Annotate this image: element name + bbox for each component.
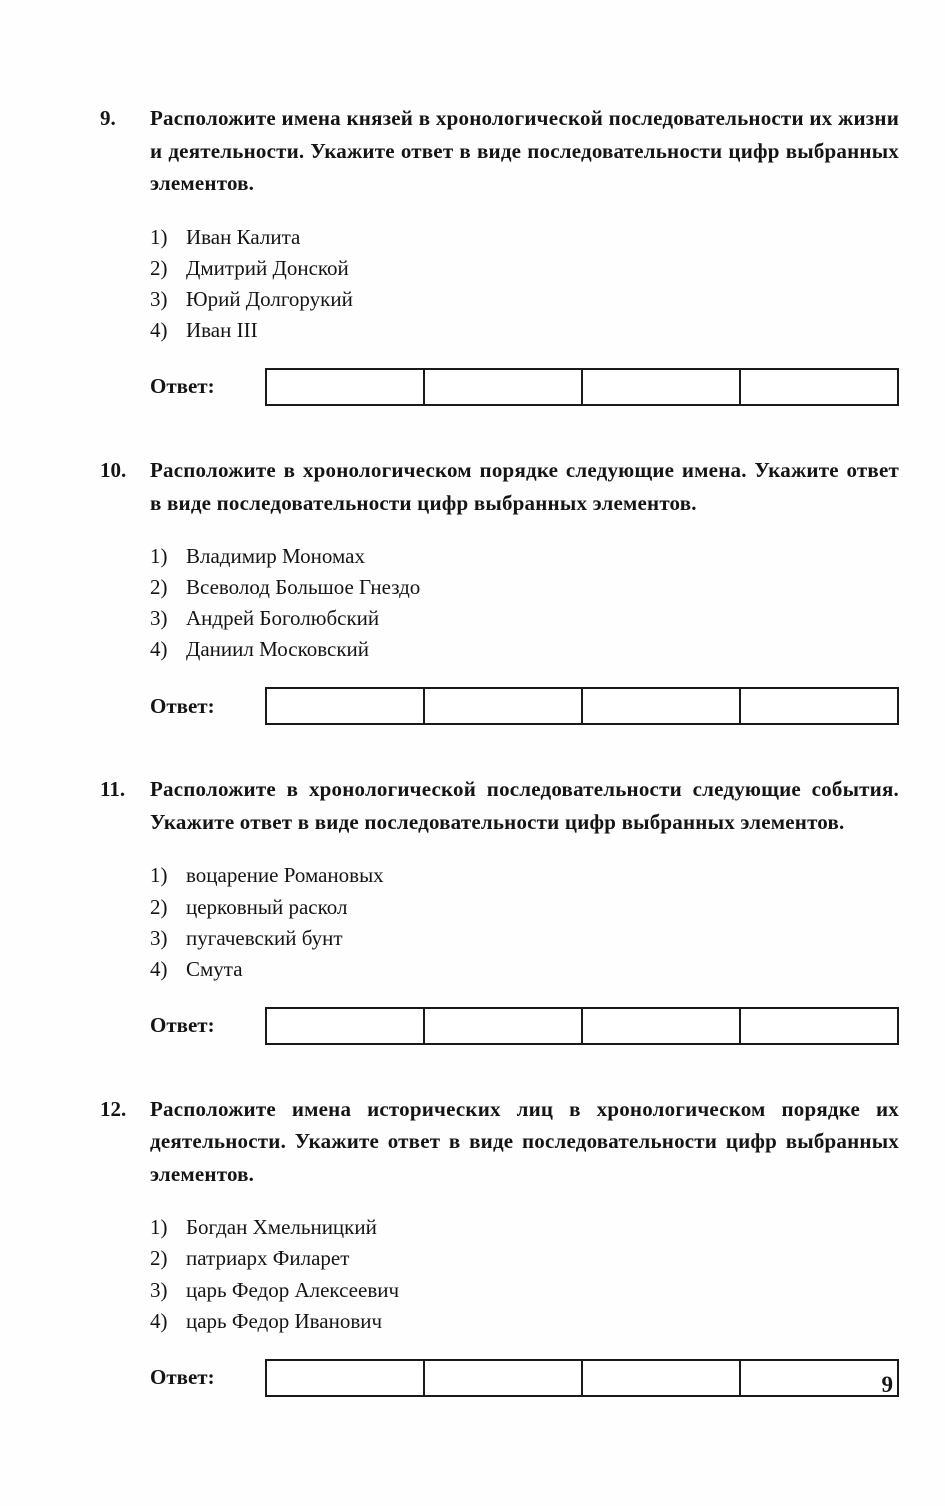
option-item <box>150 1306 899 1337</box>
options-list <box>150 1212 899 1336</box>
answer-cell[interactable] <box>581 689 739 723</box>
answer-cell[interactable] <box>581 370 739 404</box>
answer-cell[interactable] <box>423 370 581 404</box>
question-prompt: Расположите в хронологическом порядке следующие имена. Укажите ответ в виде последовательности цифр выбранных элементов. <box>150 457 899 515</box>
option-text: Андрей Боголюбский <box>186 606 380 631</box>
option-item <box>150 1275 899 1306</box>
options-list <box>150 541 899 665</box>
option-number: 1) <box>150 1215 168 1240</box>
option-item <box>150 222 899 253</box>
option-number: 1) <box>150 544 168 569</box>
question-prompt: Расположите имена исторических лиц в хронологическом порядке их деятельности. Укажите ответ в виде последовательности цифр выбранных элементов. <box>150 1096 899 1186</box>
answer-row <box>150 1007 899 1045</box>
option-text: патриарх Филарет <box>186 1246 350 1271</box>
question-block-12 <box>100 1093 899 1397</box>
question-prompt: Расположите имена князей в хронологической последовательности их жизни и деятельности. Укажите ответ в виде последовательности цифр выбранных элементов. <box>150 106 899 196</box>
question-number: 12. <box>100 1096 127 1121</box>
answer-cell[interactable] <box>267 370 423 404</box>
option-number: 2) <box>150 1246 168 1271</box>
option-text: Владимир Мономах <box>186 544 365 569</box>
answer-cell[interactable] <box>581 1009 739 1043</box>
answer-table <box>265 368 899 406</box>
answer-row <box>150 1359 899 1397</box>
option-item <box>150 541 899 572</box>
question-block-11 <box>100 773 899 1044</box>
answer-cell[interactable] <box>423 1009 581 1043</box>
options-list <box>150 222 899 346</box>
option-number: 2) <box>150 894 168 919</box>
page-number: 9 <box>881 1372 893 1397</box>
option-text: Всеволод Большое Гнездо <box>186 575 421 600</box>
answer-table <box>265 1007 899 1045</box>
option-number: 2) <box>150 575 168 600</box>
option-text: Смута <box>186 956 243 981</box>
option-item <box>150 634 899 665</box>
answer-row <box>150 687 899 725</box>
question-head <box>100 102 899 200</box>
option-item <box>150 253 899 284</box>
question-head <box>100 454 899 519</box>
options-list <box>150 860 899 984</box>
option-text: воцарение Романовых <box>186 863 384 888</box>
option-number: 3) <box>150 286 168 311</box>
option-item <box>150 954 899 985</box>
option-number: 4) <box>150 317 168 342</box>
option-text: Дмитрий Донской <box>186 255 349 280</box>
question-head <box>100 1093 899 1191</box>
option-number: 4) <box>150 637 168 662</box>
question-block-10 <box>100 454 899 725</box>
option-text: Иван III <box>186 317 258 342</box>
question-number: 11. <box>100 777 126 802</box>
answer-cell[interactable] <box>267 689 423 723</box>
answer-cell[interactable] <box>739 1009 897 1043</box>
question-number: 10. <box>100 457 127 482</box>
option-number: 3) <box>150 1277 168 1302</box>
answer-label: Ответ: <box>150 1365 215 1390</box>
answer-label: Ответ: <box>150 693 215 718</box>
option-item <box>150 860 899 891</box>
option-text: царь Федор Иванович <box>186 1308 383 1333</box>
option-item <box>150 1212 899 1243</box>
option-item <box>150 315 899 346</box>
option-number: 3) <box>150 606 168 631</box>
answer-cell[interactable] <box>739 689 897 723</box>
option-number: 1) <box>150 224 168 249</box>
option-item <box>150 572 899 603</box>
option-text: Иван Калита <box>186 224 301 249</box>
option-number: 1) <box>150 863 168 888</box>
answer-cell[interactable] <box>423 1361 581 1395</box>
option-number: 2) <box>150 255 168 280</box>
answer-label: Ответ: <box>150 1013 215 1038</box>
option-text: Юрий Долгорукий <box>186 286 353 311</box>
option-number: 4) <box>150 1308 168 1333</box>
answer-cell[interactable] <box>267 1009 423 1043</box>
option-text: пугачевский бунт <box>186 925 343 950</box>
option-item <box>150 284 899 315</box>
answer-table <box>265 687 899 725</box>
question-block-9 <box>100 102 899 406</box>
answer-cell[interactable] <box>739 1361 897 1395</box>
option-item <box>150 1243 899 1274</box>
question-prompt: Расположите в хронологической последовательности следующие события. Укажите ответ в виде последовательности цифр выбранных элементов. <box>150 777 899 834</box>
answer-cell[interactable] <box>581 1361 739 1395</box>
question-number: 9. <box>100 106 116 130</box>
question-head <box>100 773 899 838</box>
option-number: 4) <box>150 956 168 981</box>
answer-cell[interactable] <box>423 689 581 723</box>
option-item <box>150 923 899 954</box>
option-text: Даниил Московский <box>186 637 370 662</box>
answer-label: Ответ: <box>150 374 215 399</box>
option-text: Богдан Хмельницкий <box>186 1215 377 1240</box>
option-item <box>150 892 899 923</box>
option-text: царь Федор Алексеевич <box>186 1277 400 1302</box>
option-number: 3) <box>150 925 168 950</box>
answer-cell[interactable] <box>267 1361 423 1395</box>
answer-cell[interactable] <box>739 370 897 404</box>
answer-row <box>150 368 899 406</box>
option-text: церковный раскол <box>186 894 348 919</box>
answer-table <box>265 1359 899 1397</box>
option-item <box>150 603 899 634</box>
